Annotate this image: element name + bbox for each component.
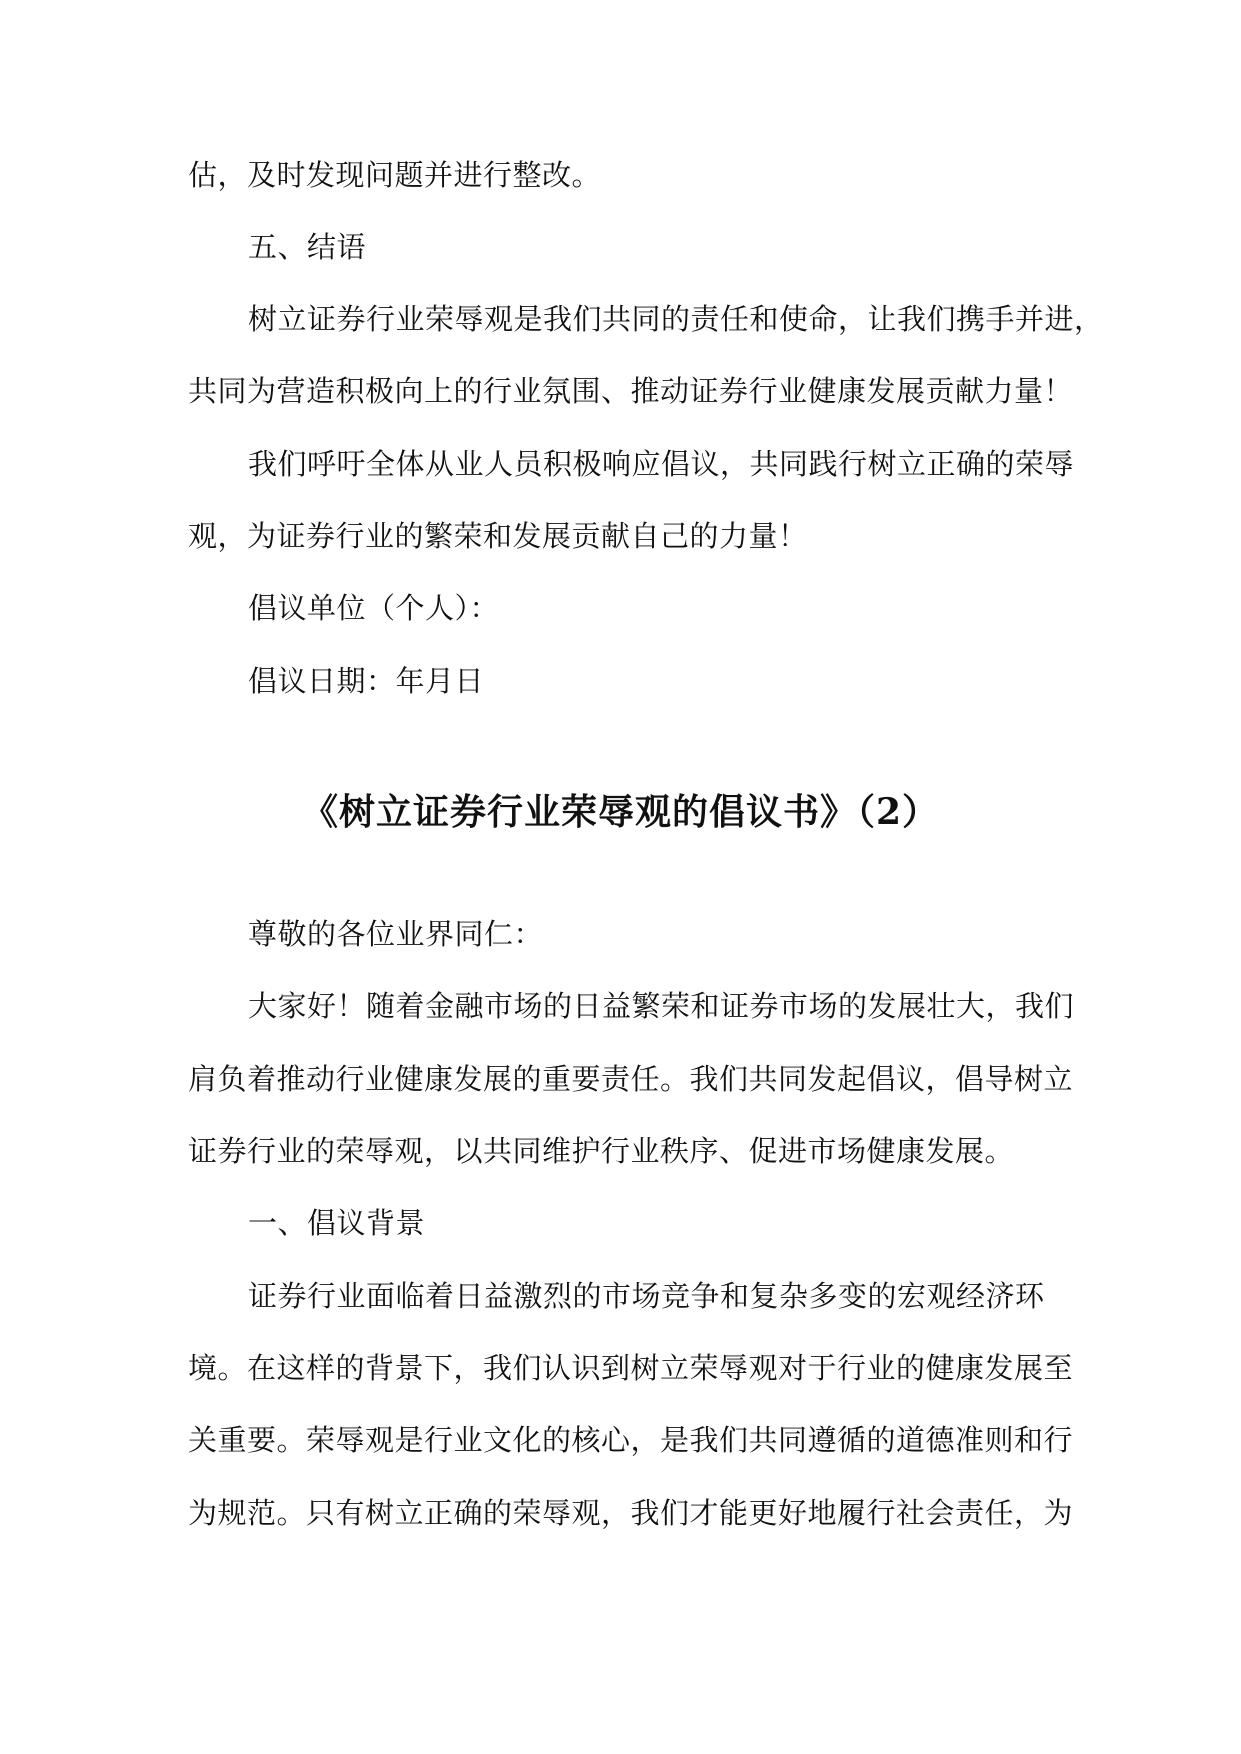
background-line-3: 关重要。荣辱观是行业文化的核心，是我们共同遵循的道德准则和行 <box>188 1423 1074 1457</box>
section-heading-conclusion: 五、结语 <box>248 230 367 264</box>
conclusion-line-2: 共同为营造积极向上的行业氛围、推动证券行业健康发展贡献力量！ <box>188 374 1074 408</box>
date-label: 倡议日期：年月日 <box>248 664 485 698</box>
signer-label: 倡议单位（个人）： <box>248 591 500 625</box>
intro-line-3: 证券行业的荣辱观，以共同维护行业秩序、促进市场健康发展。 <box>188 1134 1015 1168</box>
intro-line-1: 大家好！随着金融市场的日益繁荣和证券市场的发展壮大，我们 <box>248 989 1075 1023</box>
paragraph-continued: 估，及时发现问题并进行整改。 <box>188 158 602 192</box>
appeal-line-1: 我们呼吁全体从业人员积极响应倡议，共同践行树立正确的荣辱 <box>248 447 1075 481</box>
background-line-4: 为规范。只有树立正确的荣辱观，我们才能更好地履行社会责任，为 <box>188 1496 1074 1530</box>
appeal-line-2: 观，为证券行业的繁荣和发展贡献自己的力量！ <box>188 519 808 553</box>
salutation: 尊敬的各位业界同仁： <box>248 917 544 951</box>
conclusion-line-1: 树立证券行业荣辱观是我们共同的责任和使命，让我们携手并进， <box>248 302 1104 336</box>
section-heading-background: 一、倡议背景 <box>248 1206 426 1240</box>
intro-line-2: 肩负着推动行业健康发展的重要责任。我们共同发起倡议，倡导树立 <box>188 1062 1074 1096</box>
document-title: 《树立证券行业荣辱观的倡议书》（2） <box>301 791 940 833</box>
background-line-1: 证券行业面临着日益激烈的市场竞争和复杂多变的宏观经济环 <box>248 1279 1045 1313</box>
background-line-2: 境。在这样的背景下，我们认识到树立荣辱观对于行业的健康发展至 <box>188 1351 1074 1385</box>
